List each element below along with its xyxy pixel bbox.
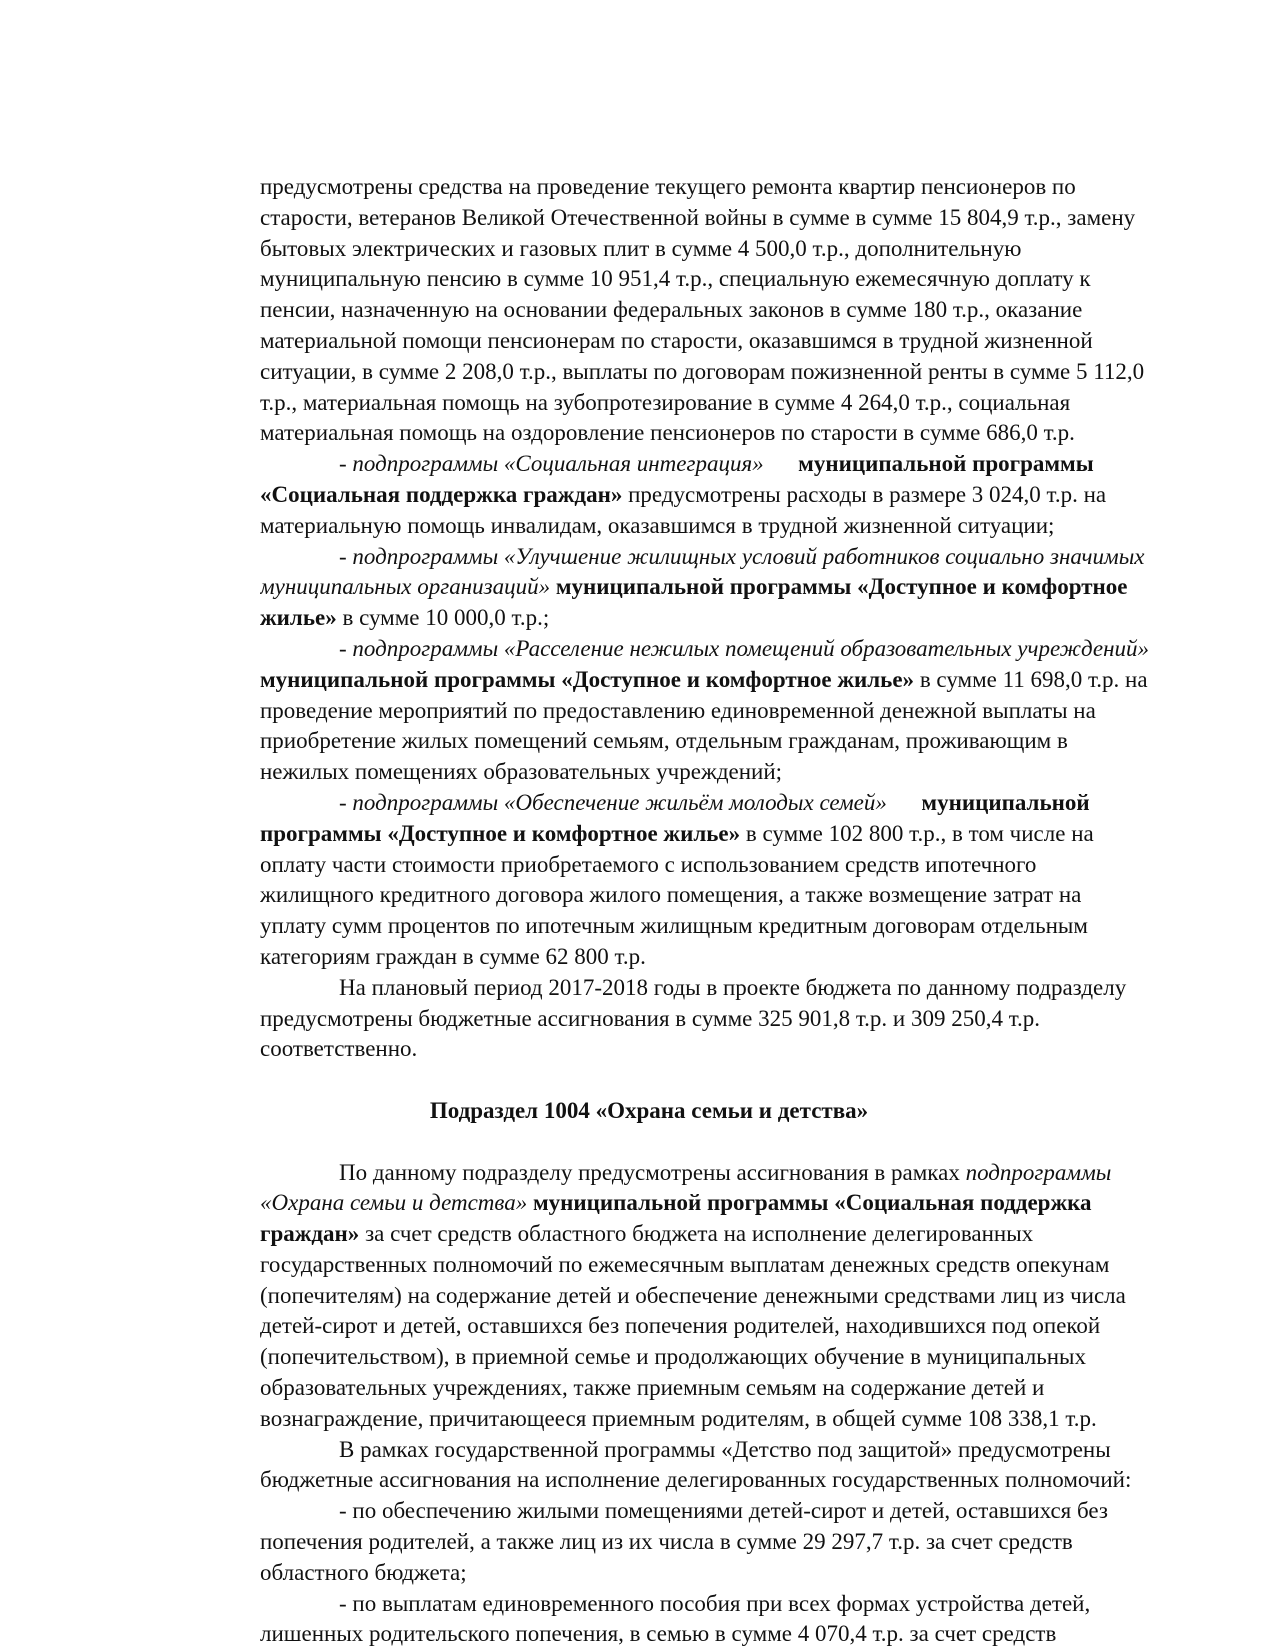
text-line: лишенных родительского попечения, в семью в сумме 4 070,4 т.р. за счет средств [260,1621,1057,1647]
text-line: ситуации, в сумме 2 208,0 т.р., выплаты по договорам пожизненной ренты в сумме 5 112,0 [260,358,1145,384]
dash: - [339,635,353,661]
program-name: программы «Доступное и комфортное жилье» [260,820,741,846]
program-name: муниципальной программы «Доступное и комфортное [550,574,1128,600]
subprogram-name: подпрограммы «Расселение нежилых помещений образовательных учреждений» [352,635,1150,661]
text-line: материальная помощь на оздоровление пенсионеров по старости в сумме 686,0 т.р. [260,420,1075,446]
text-fragment: в сумме 10 000,0 т.р.; [336,605,550,631]
text-line: предусмотрены бюджетные ассигнования в сумме 325 901,8 т.р. и 309 250,4 т.р. [260,1005,1041,1031]
text-line [260,572,1275,603]
program-name: муниципальной программы «Доступное и комфортное жилье» [260,666,915,692]
text-line: пенсии, назначенную на основании федеральных законов в сумме 180 т.р., оказание [260,297,1083,323]
text-line: материальной помощи пенсионерам по старости, оказавшимся в трудной жизненной [260,327,1093,353]
text-line: оплату части стоимости приобретаемого с использованием средств ипотечного [260,851,1037,877]
text-line: бытовых электрических и газовых плит в сумме 4 500,0 т.р., дополнительную [260,235,1022,261]
paragraph-resettlement [260,634,1275,665]
text-line: муниципальную пенсию в сумме 10 951,4 т.р., специальную ежемесячную доплату к [260,266,1091,292]
program-name: «Социальная поддержка граждан» [260,481,623,507]
paragraph-housing-workers [260,542,1275,573]
program-name: муниципальной программы [798,451,1094,477]
text-line [260,1219,1275,1250]
text-fragment: По данному подразделу предусмотрены ассигнования в рамках [339,1159,966,1185]
text-fragment: в сумме 102 800 т.р., в том числе на [740,820,1094,846]
text-fragment: за счет средств областного бюджета на исполнение делегированных [359,1221,1034,1247]
dash: - [339,451,353,477]
subprogram-label: подпрограммы [965,1159,1112,1185]
text-line [260,819,1275,850]
subprogram-name: подпрограммы «Социальная интеграция» [352,451,764,477]
text-line: образовательных учреждениях, также приемным семьям на содержание детей и [260,1375,1045,1401]
text-fragment: в сумме 11 698,0 т.р. на [914,666,1148,692]
text-line: В рамках государственной программы «Детство под защитой» предусмотрены [339,1436,1111,1462]
paragraph-social-integration [260,449,1275,480]
text-fragment: предусмотрены расходы в размере 3 024,0 т.р. на [622,481,1107,507]
text-line: областного бюджета; [260,1559,467,1585]
text-line: (попечителям) на содержание детей и обеспечение денежными средствами лиц из числа [260,1282,1126,1308]
text-line [260,665,1275,696]
subprogram-name: подпрограммы «Обеспечение жильём молодых семей» [352,789,887,815]
program-name: жилье» [260,605,337,631]
text-line: вознаграждение, причитающееся приемным родителям, в общей сумме 108 338,1 т.р. [260,1405,1097,1431]
text-line: материальную помощь инвалидам, оказавшимся в трудной жизненной ситуации; [260,512,1055,538]
text-line: попечения родителей, а также лиц из их числа в сумме 29 297,7 т.р. за счет средств [260,1529,1073,1555]
paragraph-young-families [260,788,1275,819]
text-line [260,480,1275,511]
dash: - [339,543,353,569]
subprogram-name: «Охрана семьи и детства» [260,1190,528,1216]
text-line: - по обеспечению жилыми помещениями детей-сирот и детей, оставшихся без [339,1498,1108,1524]
spacer [260,1065,1275,1096]
text-line: старости, ветеранов Великой Отечественной войны в сумме в сумме 15 804,9 т.р., замену [260,204,1136,230]
text-line: т.р., материальная помощь на зубопротезирование в сумме 4 264,0 т.р., социальная [260,389,1071,415]
text-line [260,1158,1275,1189]
text-line: нежилых помещениях образовательных учреждений; [260,759,783,785]
text-line [260,1188,1275,1219]
section-heading: Подраздел 1004 «Охрана семьи и детства» [429,1097,869,1123]
subprogram-name: муниципальных организаций» [260,574,551,600]
text-line: жилищного кредитного договора жилого помещения, а также возмещение затрат на [260,882,1082,908]
text-line: (попечительством), в приемной семье и продолжающих обучение в муниципальных [260,1344,1086,1370]
text-line: На плановый период 2017-2018 годы в проекте бюджета по данному подразделу [339,974,1127,1000]
text-line: предусмотрены средства на проведение текущего ремонта квартир пенсионеров по [260,174,1076,199]
text-line: детей-сирот и детей, оставшихся без попечения родителей, находившихся под опекой [260,1313,1101,1339]
document-body [260,172,1275,1650]
text-line: категориям граждан в сумме 62 800 т.р. [260,943,646,969]
program-name: граждан» [260,1221,360,1247]
dash: - [339,789,353,815]
text-line: - по выплатам единовременного пособия при всех формах устройства детей, [339,1590,1091,1616]
text-line: уплату сумм процентов по ипотечным жилищным кредитным договорам отдельным [260,913,1088,939]
text-line: проведение мероприятий по предоставлению единовременной денежной выплаты на [260,697,1096,723]
text-line: приобретение жилых помещений семьям, отдельным гражданам, проживающим в [260,728,1068,754]
spacer [260,1127,1275,1158]
program-name: муниципальной программы «Социальная поддержка [527,1190,1092,1216]
text-line: бюджетные ассигнования на исполнение делегированных государственных полномочий: [260,1467,1132,1493]
text-line: соответственно. [260,1036,418,1062]
subprogram-name: подпрограммы «Улучшение жилищных условий работников социально значимых [352,543,1145,569]
text-line [260,603,1275,634]
text-line: государственных полномочий по ежемесячным выплатам денежных средств опекунам [260,1251,1110,1277]
program-name: муниципальной [915,789,1090,815]
